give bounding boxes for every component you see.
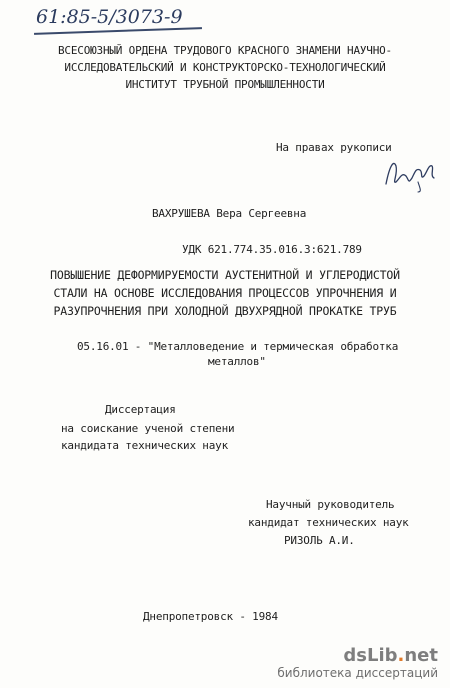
- watermark-brand: [277, 646, 438, 666]
- institution-line-1: ВСЕСОЮЗНЫЙ ОРДЕНА ТРУДОВОГО КРАСНОГО ЗНАМЕНИ НАУЧНО-: [58, 44, 392, 57]
- supervisor-label: Научный руководитель: [266, 498, 395, 511]
- watermark-brand-prefix: dsLib: [343, 645, 398, 666]
- rights-note: На правах рукописи: [276, 141, 392, 154]
- archive-number-underline: [34, 27, 202, 35]
- specialty-line-2: металлов": [208, 355, 266, 368]
- supervisor-name: РИЗОЛЬ А.И.: [284, 534, 355, 547]
- degree-line-2: кандидата технических наук: [61, 439, 228, 452]
- degree-line-1: на соискание ученой степени: [61, 422, 235, 435]
- dissertation-title-line-2: СТАЛИ НА ОСНОВЕ ИССЛЕДОВАНИЯ ПРОЦЕССОВ УПРОЧНЕНИЯ И: [53, 286, 397, 300]
- watermark-brand-dot: .: [397, 645, 405, 666]
- specialty-line-1: 05.16.01 - "Металловедение и термическая обработка: [77, 340, 399, 353]
- institution-line-3: ИНСТИТУТ ТРУБНОЙ ПРОМЫШЛЕННОСТИ: [125, 78, 325, 91]
- dissertation-title-line-3: РАЗУПРОЧНЕНИЯ ПРИ ХОЛОДНОЙ ДВУХРЯДНОЙ ПРОКАТКЕ ТРУБ: [53, 304, 397, 318]
- dissertation-label: Диссертация: [105, 403, 176, 416]
- archive-number: 61:85-5/3073-9: [36, 6, 183, 28]
- dissertation-title-line-1: ПОВЫШЕНИЕ ДЕФОРМИРУЕМОСТИ АУСТЕНИТНОЙ И УГЛЕРОДИСТОЙ: [50, 268, 400, 282]
- institution-line-2: ИССЛЕДОВАТЕЛЬСКИЙ И КОНСТРУКТОРСКО-ТЕХНОЛОГИЧЕСКИЙ: [64, 61, 386, 74]
- watermark-brand-suffix: net: [404, 645, 438, 666]
- watermark-subtitle: библиотека диссертаций: [277, 666, 438, 680]
- author-name: ВАХРУШЕВА Вера Сергеевна: [152, 207, 307, 220]
- author-signature: [382, 154, 438, 194]
- supervisor-degree: кандидат технических наук: [248, 516, 409, 529]
- place-and-year: Днепропетровск - 1984: [143, 610, 278, 623]
- dslib-watermark: [277, 646, 438, 680]
- udk-code: УДК 621.774.35.016.3:621.789: [182, 243, 362, 256]
